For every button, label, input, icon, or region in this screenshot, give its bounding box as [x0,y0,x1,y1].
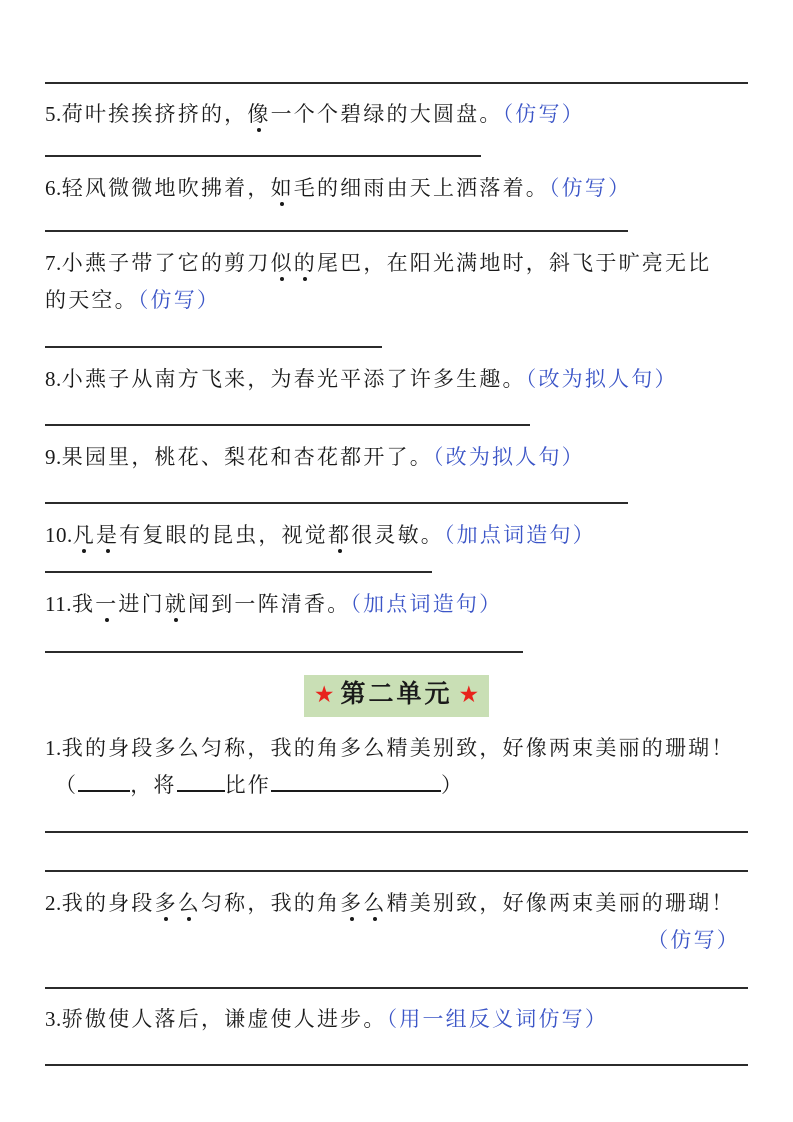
unit-header-title: 第二单元 [340,681,453,708]
answer-blank-line [45,870,748,872]
item-number: 5. [45,102,62,126]
item-sentence [62,445,433,469]
text-segment: 小燕子从南方飞来，为春光平添了许多生趣。 [61,367,526,391]
item-sentence [73,523,444,547]
note-line [45,922,748,959]
item-number: 10. [45,523,73,547]
exercise-item-11 [45,586,748,623]
comma: ， [130,773,154,797]
text-segment: 闻到一阵清香。 [188,592,351,616]
emphasized-character: 似 [271,245,294,282]
item-sentence [62,102,503,126]
exercise-item-7 [45,245,748,319]
text-segment: 很灵敏。 [351,523,444,547]
star-icon: ★ [313,682,335,707]
text-segment: 果园里，桃花、梨花和杏花都开了。 [61,445,433,469]
answer-blank-line [45,346,382,348]
item-note: （仿写） [548,176,632,200]
item-number: 8. [45,367,62,391]
text-segment: 毛的细雨由天上洒落着。 [293,176,549,200]
text-segment: 一个个碧绿的大圆盘。 [270,102,503,126]
answer-blank-short [177,768,225,792]
answer-blank-short [78,768,130,792]
word-jiang: 将 [153,773,177,797]
item-note: （改为拟人句） [525,367,678,391]
text-segment: 荷叶挨挨挤挤的， [61,102,248,126]
emphasized-character: 的 [294,245,317,282]
emphasized-character: 是 [96,517,119,554]
answer-blank-line [45,831,748,833]
text-segment: 我的身段 [61,891,155,915]
item-note: （加点词造句） [443,523,596,547]
answer-blank-line [45,155,481,157]
text-segment: 的天空。 [45,288,138,312]
emphasized-character: 多 [340,885,363,922]
emphasized-character: 一 [95,586,118,623]
item-sentence [72,592,350,616]
emphasized-character: 多 [155,885,178,922]
emphasized-character: 如 [271,170,294,207]
paren-open: （ [55,773,79,797]
exercise-item-6 [45,170,748,207]
exercise-item-u2-1 [45,730,748,804]
item-sentence [62,367,526,391]
text-segment: 尾巴，在阳光满地时，斜飞于旷亮无比 [316,251,712,275]
item-note: （用一组反义词仿写） [386,1007,609,1031]
text-segment: 匀称，我的角 [200,891,341,915]
emphasized-character: 就 [165,586,188,623]
text-segment: 轻风微微地吹拂着， [61,176,271,200]
exercise-item-10 [45,517,748,554]
answer-blank-line [45,571,432,573]
exercise-item-u2-2 [45,885,748,959]
answer-blank-line [45,424,530,426]
answer-blank-line [45,502,628,504]
item-number: 7. [45,251,62,275]
exercise-item-8 [45,361,748,398]
item-sentence: 我的身段多么匀称，我的角多么精美别致，好像两束美丽的珊瑚！ [61,736,735,760]
item-number: 2. [45,891,62,915]
emphasized-character: 像 [247,96,270,133]
text-segment: 我 [71,592,96,616]
emphasized-character: 都 [328,517,351,554]
paren-close: ） [441,773,465,797]
word-bizuo: 比作 [224,773,272,797]
fill-in-analysis-line [45,767,748,804]
emphasized-character: 么 [363,885,386,922]
answer-blank-line [45,230,628,232]
exercise-item-9 [45,439,748,476]
answer-blank-line [45,987,748,989]
answer-blank-line [45,82,748,84]
unit-header-row [45,675,748,717]
star-icon: ★ [458,682,480,707]
item-sentence [62,176,549,200]
emphasized-character: 凡 [73,517,96,554]
item-sentence [62,891,735,915]
exercise-item-u2-3 [45,1001,748,1038]
item-sentence: 骄傲使人落后，谦虚使人进步。 [61,1007,387,1031]
exercise-item-5 [45,96,748,133]
item-note: （仿写） [502,102,585,126]
text-segment: 进门 [118,592,165,616]
item-number: 1. [45,736,62,760]
text-segment: 小燕子带了它的剪刀 [61,251,271,275]
emphasized-character: 么 [178,885,201,922]
item-number: 11. [45,592,72,616]
item-note: （仿写） [647,928,740,952]
item-note: （改为拟人句） [432,445,585,469]
item-note: （仿写） [137,288,221,312]
answer-blank-line [45,651,523,653]
unit-2-header [304,675,489,717]
item-number: 6. [45,176,62,200]
answer-blank-long [271,768,441,792]
text-segment: 精美别致，好像两束美丽的珊瑚！ [386,891,735,915]
worksheet-content [45,0,748,1066]
answer-blank-line [45,1064,748,1066]
item-note: （加点词造句） [350,592,503,616]
text-segment: 有复眼的昆虫，视觉 [119,523,328,547]
item-number: 3. [45,1007,62,1031]
item-number: 9. [45,445,62,469]
